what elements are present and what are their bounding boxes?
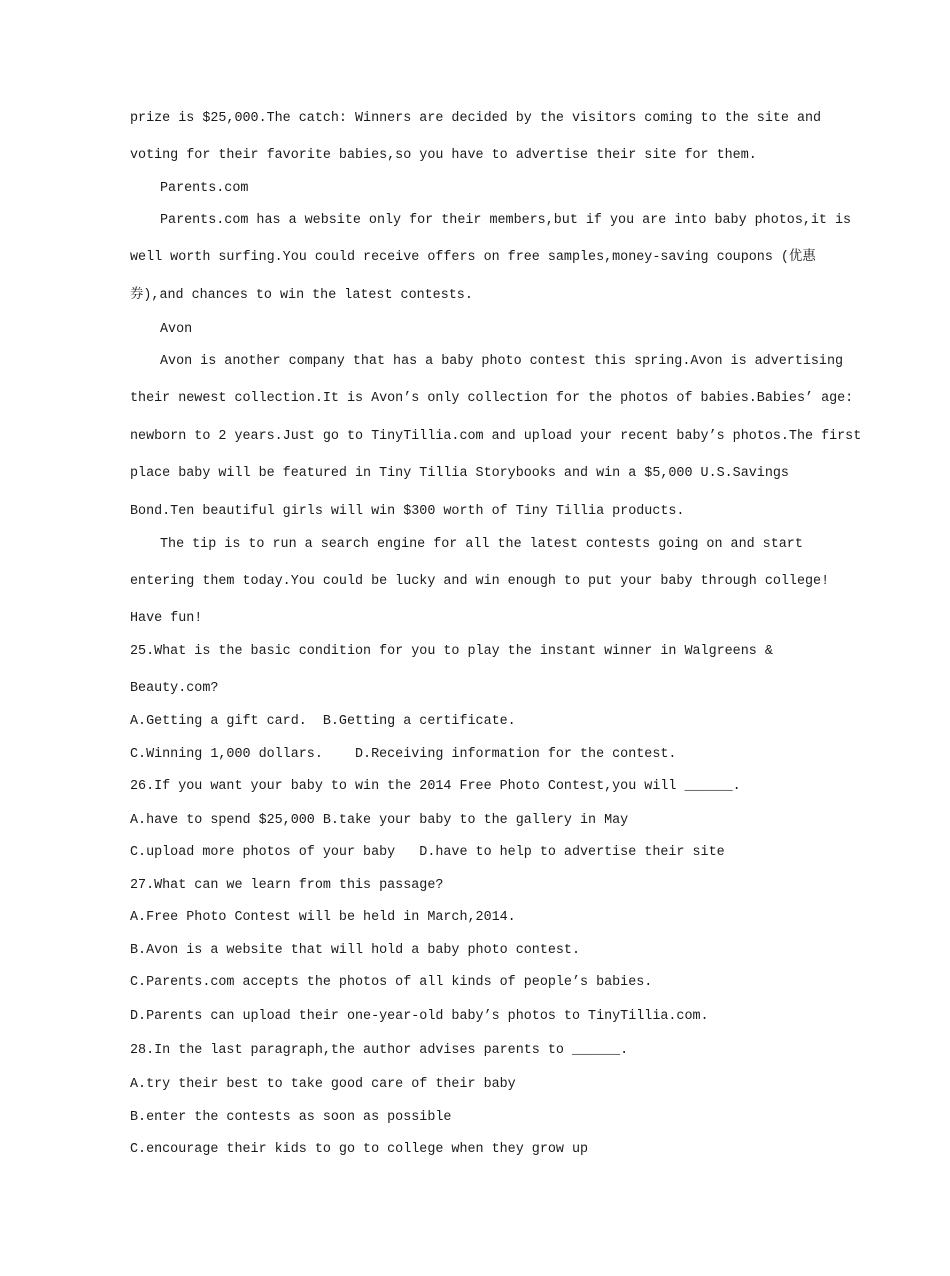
section-heading-avon: Avon: [160, 322, 193, 337]
passage-line: place baby will be featured in Tiny Tillia Storybooks and win a $5,000 U.S.Savings: [130, 466, 789, 481]
passage-line: well worth surfing.You could receive offers on free samples,money-saving coupons (优惠: [130, 250, 816, 265]
options-25-ab: A.Getting a gift card. B.Getting a certificate.: [130, 714, 516, 729]
passage-line: prize is $25,000.The catch: Winners are decided by the visitors coming to the site and: [130, 111, 822, 126]
option-27-d: D.Parents can upload their one-year-old baby’s photos to TinyTillia.com.: [130, 1009, 709, 1024]
passage-line: voting for their favorite babies,so you have to advertise their site for them.: [130, 148, 757, 163]
option-27-b: B.Avon is a website that will hold a baby photo contest.: [130, 943, 580, 958]
passage-line: Bond.Ten beautiful girls will win $300 worth of Tiny Tillia products.: [130, 504, 685, 519]
question-28: 28.In the last paragraph,the author advises parents to ______.: [130, 1043, 629, 1058]
section-heading-parents: Parents.com: [160, 181, 249, 196]
option-28-b: B.enter the contests as soon as possible: [130, 1110, 452, 1125]
passage-line: entering them today.You could be lucky and win enough to put your baby through college!: [130, 574, 830, 589]
options-26-cd: C.upload more photos of your baby D.have to help to advertise their site: [130, 845, 725, 860]
passage-line: Parents.com has a website only for their members,but if you are into baby photos,it is: [160, 213, 852, 228]
passage-line: their newest collection.It is Avon’s only collection for the photos of babies.Babies’ age:: [130, 391, 854, 406]
option-28-c: C.encourage their kids to go to college when they grow up: [130, 1142, 589, 1157]
passage-line: Avon is another company that has a baby photo contest this spring.Avon is advertising: [160, 354, 844, 369]
question-27: 27.What can we learn from this passage?: [130, 878, 444, 893]
question-26: 26.If you want your baby to win the 2014 Free Photo Contest,you will ______.: [130, 779, 741, 794]
passage-line: Have fun!: [130, 611, 203, 626]
passage-line: 券),and chances to win the latest contests.: [130, 288, 473, 303]
option-27-a: A.Free Photo Contest will be held in March,2014.: [130, 910, 516, 925]
options-26-ab: A.have to spend $25,000 B.take your baby to the gallery in May: [130, 813, 629, 828]
question-25-cont: Beauty.com?: [130, 681, 219, 696]
option-27-c: C.Parents.com accepts the photos of all kinds of people’s babies.: [130, 975, 653, 990]
passage-line: The tip is to run a search engine for all the latest contests going on and start: [160, 537, 803, 552]
question-25: 25.What is the basic condition for you to play the instant winner in Walgreens &: [130, 644, 773, 659]
passage-line: newborn to 2 years.Just go to TinyTillia.com and upload your recent baby’s photos.The first: [130, 429, 862, 444]
option-28-a: A.try their best to take good care of their baby: [130, 1077, 516, 1092]
options-25-cd: C.Winning 1,000 dollars. D.Receiving information for the contest.: [130, 747, 677, 762]
